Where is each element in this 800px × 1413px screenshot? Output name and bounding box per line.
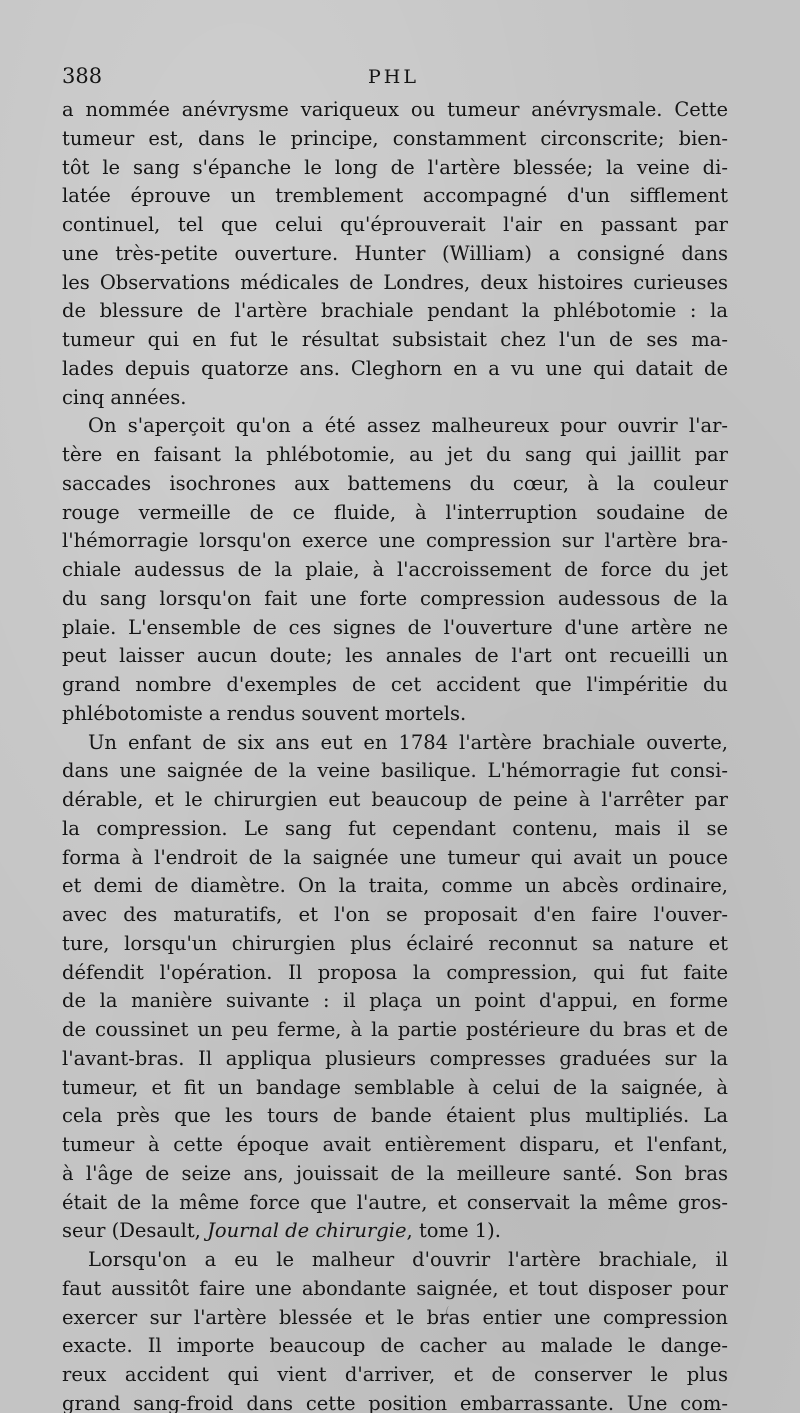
text-line: cinq années. bbox=[62, 385, 187, 409]
text-line: la compression. Le sang fut cependant contenu, mais il se bbox=[62, 816, 728, 840]
text-line: peut laisser aucun doute; les annales de l'art ont recueilli un bbox=[62, 644, 728, 668]
text-line: plaie. L'ensemble de ces signes de l'ouverture d'une artère ne bbox=[62, 615, 728, 639]
text-line: dans une saignée de la veine basilique. L'hémorragie fut consi- bbox=[62, 759, 728, 783]
text-line: continuel, tel que celui qu'éprouverait l'air en passant par bbox=[62, 213, 728, 236]
text-line: à l'âge de seize ans, jouissait de la meilleure santé. Son bras bbox=[62, 1161, 728, 1185]
page-number: 388 bbox=[62, 64, 103, 88]
body-text bbox=[62, 96, 728, 1413]
text-line: une très-petite ouverture. Hunter (William) a consigné dans bbox=[62, 241, 728, 265]
journal-title: Journal de chirurgie bbox=[207, 1219, 407, 1243]
text-line: et demi de diamètre. On la traita, comme un abcès ordinaire, bbox=[62, 874, 728, 898]
paragraph-start-line: On s'aperçoit qu'on a été assez malheureux pour ouvrir l'ar- bbox=[88, 414, 728, 438]
citation-line bbox=[62, 1217, 728, 1246]
text-line: de coussinet un peu ferme, à la partie postérieure du bras et de bbox=[62, 1018, 728, 1041]
text-line: exercer sur l'artère blessée et le bras entier une compression bbox=[62, 1305, 728, 1329]
text-line: les Observations médicales de Londres, deux histoires curieuses bbox=[62, 270, 728, 294]
text-line: tumeur à cette époque avait entièrement disparu, et l'enfant, bbox=[62, 1133, 728, 1156]
text-line: grand nombre d'exemples de cet accident que l'impéritie du bbox=[62, 673, 728, 696]
page-header bbox=[62, 64, 728, 92]
text-line: saccades isochrones aux battemens du cœur, à la couleur bbox=[62, 471, 728, 495]
running-head: PHL bbox=[368, 66, 419, 88]
citation-suffix: , tome 1). bbox=[406, 1219, 501, 1243]
text-line: avec des maturatifs, et l'on se proposait d'en faire l'ouver- bbox=[62, 903, 728, 926]
text-line: tumeur qui en fut le résultat subsistait chez l'un de ses ma- bbox=[62, 328, 728, 351]
text-line: tumeur est, dans le principe, constamment circonscrite; bien- bbox=[62, 126, 728, 150]
paragraph-start-line: Un enfant de six ans eut en 1784 l'artère brachiale ouverte, bbox=[88, 730, 728, 754]
text-line: grand sang-froid dans cette position embarrassante. Une com- bbox=[62, 1391, 728, 1413]
text-line: dérable, et le chirurgien eut beaucoup de peine à l'arrêter par bbox=[62, 788, 728, 811]
text-line: défendit l'opération. Il proposa la compression, qui fut faite bbox=[62, 960, 728, 984]
text-line: reux accident qui vient d'arriver, et de conserver le plus bbox=[62, 1363, 728, 1386]
text-line: tère en faisant la phlébotomie, au jet du sang qui jaillit par bbox=[62, 443, 728, 466]
text-line: lades depuis quatorze ans. Cleghorn en a vu une qui datait de bbox=[62, 356, 728, 380]
text-line: l'hémorragie lorsqu'on exerce une compression sur l'artère bra- bbox=[62, 529, 728, 553]
text-line: du sang lorsqu'on fait une forte compression audessous de la bbox=[62, 586, 728, 610]
citation-prefix: seur (Desault, bbox=[62, 1219, 208, 1243]
text-line: tôt le sang s'épanche le long de l'artère blessée; la veine di- bbox=[62, 155, 728, 179]
text-line: rouge vermeille de ce fluide, à l'interruption soudaine de bbox=[62, 500, 728, 524]
text-line: exacte. Il importe beaucoup de cacher au malade le dange- bbox=[62, 1334, 728, 1358]
text-line: latée éprouve un tremblement accompagné d'un sifflement bbox=[62, 184, 728, 208]
text-line: forma à l'endroit de la saignée une tumeur qui avait un pouce bbox=[62, 845, 728, 869]
ink-mark bbox=[446, 1306, 453, 1320]
text-line: chiale audessus de la plaie, à l'accroissement de force du jet bbox=[62, 558, 728, 581]
text-line: a nommée anévrysme variqueux ou tumeur anévrysmale. Cette bbox=[62, 98, 728, 121]
text-line: tumeur, et fit un bandage semblable à celui de la saignée, à bbox=[62, 1075, 728, 1099]
text-line: l'avant-bras. Il appliqua plusieurs compresses graduées sur la bbox=[62, 1046, 728, 1070]
text-line: de la manière suivante : il plaça un point d'appui, en forme bbox=[62, 989, 728, 1013]
text-line: était de la même force que l'autre, et conservait la même gros- bbox=[62, 1190, 728, 1214]
text-line: cela près que les tours de bande étaient plus multipliés. La bbox=[62, 1104, 728, 1128]
text-line: ture, lorsqu'un chirurgien plus éclairé reconnut sa nature et bbox=[62, 931, 728, 955]
text-line: de blessure de l'artère brachiale pendant la phlébotomie : la bbox=[62, 299, 728, 323]
paragraph-start-line: Lorsqu'on a eu le malheur d'ouvrir l'artère brachiale, il bbox=[88, 1248, 728, 1271]
text-line: phlébotomiste a rendus souvent mortels. bbox=[62, 701, 467, 725]
text-line: faut aussitôt faire une abondante saignée, et tout disposer pour bbox=[62, 1276, 728, 1300]
